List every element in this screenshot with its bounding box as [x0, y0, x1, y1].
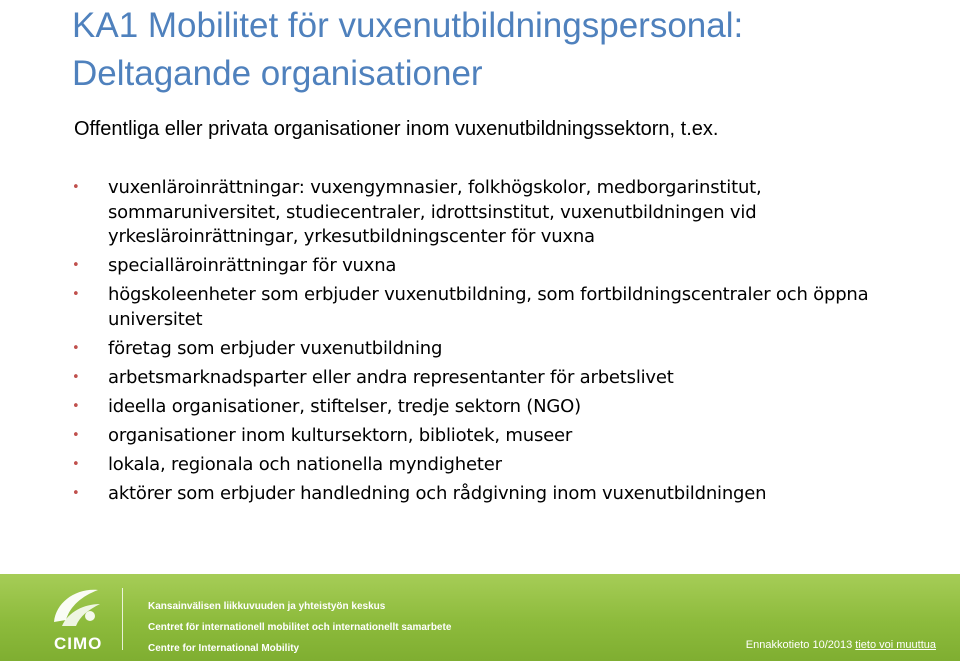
bullet-list [72, 176, 932, 511]
bullet-text: organisationer inom kultursektorn, bibliotek, museer [108, 424, 573, 446]
bullet-icon: • [72, 427, 80, 443]
bullet-icon: • [72, 258, 80, 273]
bullet-item [72, 176, 932, 250]
bullet-item [72, 482, 932, 507]
cimo-logo-text: CIMO [54, 634, 103, 653]
slide-title [72, 2, 942, 98]
bullet-text: lokala, regionala och nationella myndigheter [108, 453, 502, 475]
bullet-item [72, 254, 932, 279]
bullet-text: vuxenläroinrättningar: vuxengymnasier, folkhögskolor, medborgarinstitut, sommaruniversitet, studiecentraler, idrottsinstitut, vuxenutbildningen vid yrkesläroinrättningar, yrkesutbildningscenter för vuxna [108, 177, 762, 247]
bullet-text: specialläroinrättningar för vuxna [108, 255, 397, 276]
bullet-item [72, 424, 932, 449]
preliminary-note-text: Ennakkotieto 10/2013 [745, 639, 853, 651]
preliminary-note [746, 639, 936, 651]
footer-divider [122, 588, 123, 650]
cimo-logo [46, 582, 106, 654]
bullet-text: aktörer som erbjuder handledning och rådgivning inom vuxenutbildningen [108, 482, 767, 504]
bullet-item [72, 453, 932, 478]
preliminary-note-link: tieto voi muuttua [855, 639, 936, 651]
bullet-item [72, 395, 932, 420]
bullet-item [72, 283, 932, 332]
bullet-icon: • [72, 369, 80, 385]
cimo-logo-icon [46, 582, 106, 632]
org-name-en: Centre for International Mobility [148, 643, 300, 654]
bullet-icon: • [72, 340, 80, 356]
slide-title-line2: Deltagande organisationer [72, 54, 483, 93]
bullet-text: högskoleenheter som erbjuder vuxenutbildning, som fortbildningscentraler och öppna universitet [108, 284, 869, 330]
bullet-icon: • [72, 456, 80, 472]
bullet-icon: • [72, 287, 80, 302]
bullet-item [72, 337, 932, 362]
slide-title-line1: KA1 Mobilitet för vuxenutbildningspersonal: [72, 6, 744, 45]
bullet-icon: • [72, 180, 80, 195]
bullet-text: ideella organisationer, stiftelser, tredje sektorn (NGO) [108, 395, 581, 417]
slide-subtitle: Offentliga eller privata organisationer inom vuxenutbildningssektorn, t.ex. [74, 118, 719, 140]
org-name-sv: Centret för internationell mobilitet och internationellt samarbete [148, 622, 452, 633]
bullet-text: arbetsmarknadsparter eller andra representanter för arbetslivet [108, 366, 674, 388]
footer-banner [0, 574, 960, 661]
bullet-text: företag som erbjuder vuxenutbildning [108, 337, 443, 359]
org-names [148, 596, 451, 659]
bullet-icon: • [72, 485, 80, 501]
org-name-fi: Kansainvälisen liikkuvuuden ja yhteistyön keskus [148, 601, 386, 612]
bullet-item [72, 366, 932, 391]
bullet-icon: • [72, 398, 80, 414]
